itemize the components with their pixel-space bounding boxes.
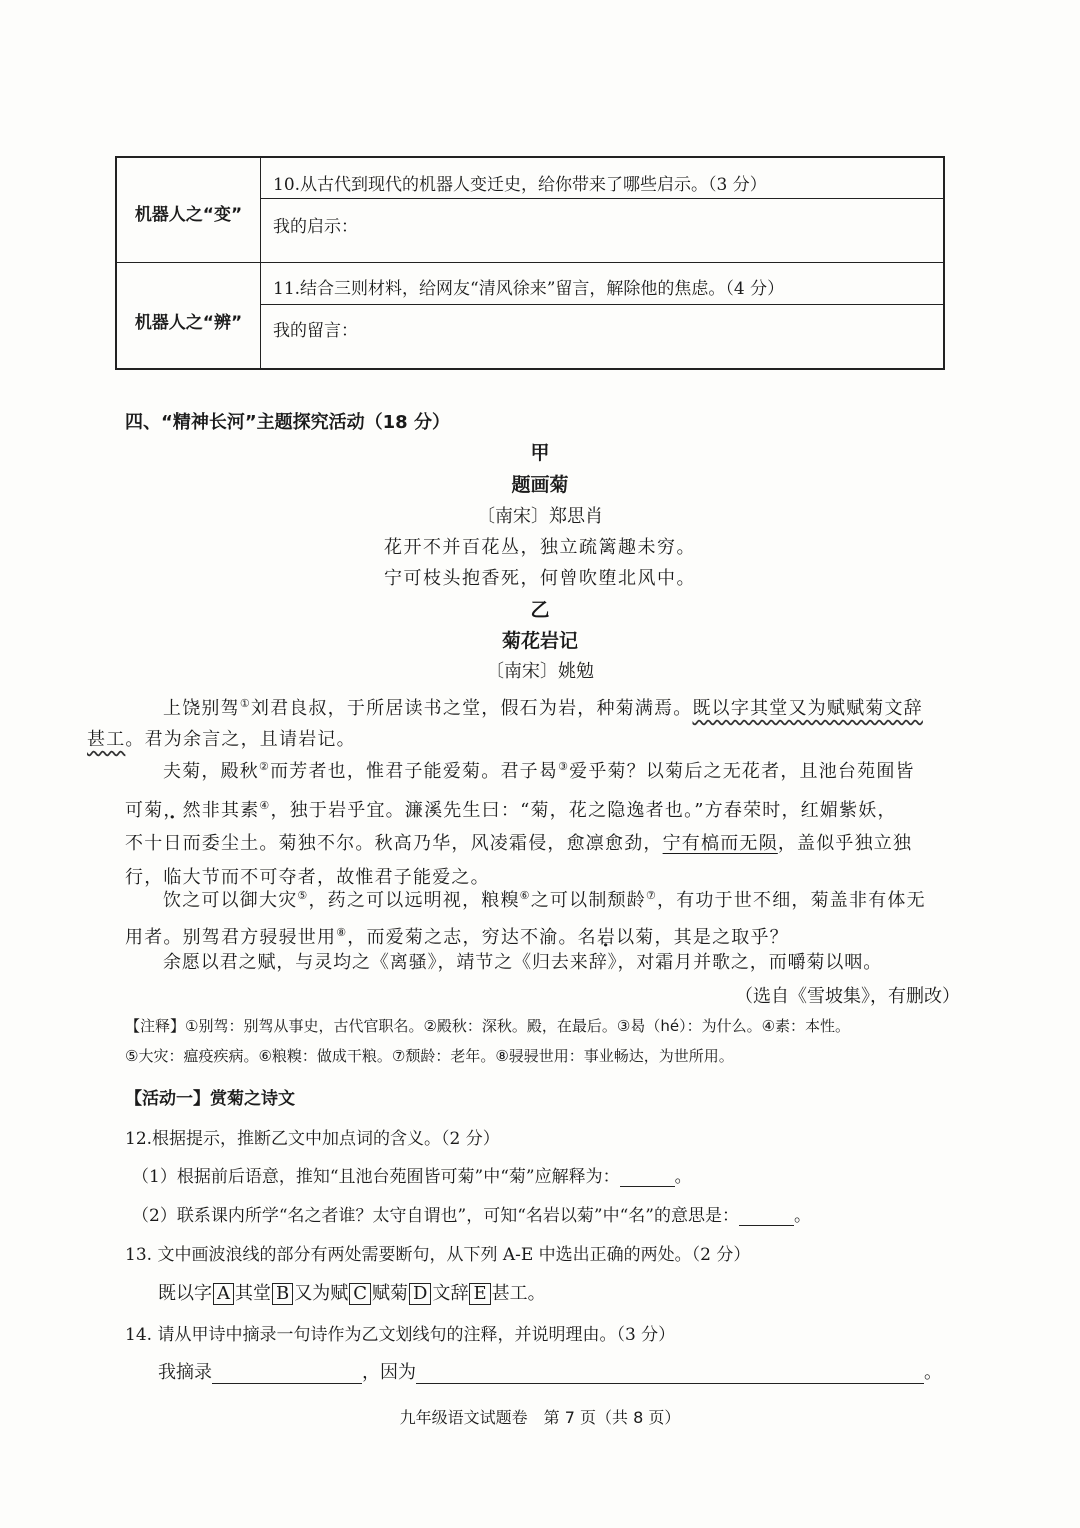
marker-b: 乙 xyxy=(530,599,550,621)
text-b-paragraph-1: 上饶别驾①刘君良叔，于所居读书之堂，假石为岩，种菊满焉。既以字其堂又为赋赋菊文辞 甚工。君为余言之，且请岩记。 xyxy=(87,697,923,750)
option-box-d[interactable]: D xyxy=(409,1283,431,1305)
table-divider-vertical xyxy=(260,158,261,368)
wavy-underline-sentence: 既以字其堂又为赋赋菊文辞 xyxy=(692,698,923,719)
question-table xyxy=(115,156,945,370)
text-b-source: （选自《雪坡集》，有删改） xyxy=(735,986,960,1007)
answer-label-10: 我的启示： xyxy=(273,217,358,237)
question-12-sub-1: （1）根据前后语意，推知“且池台苑囿皆可菊”中“菊”应解释为： 。 xyxy=(132,1167,692,1187)
option-box-c[interactable]: C xyxy=(349,1283,371,1305)
option-box-a[interactable]: A xyxy=(213,1283,234,1305)
underlined-sentence: 宁有槁而无陨 xyxy=(662,833,778,854)
row-label-distinguish: 机器人之“辨” xyxy=(134,313,243,333)
question-12-stem: 12.根据提示，推断乙文中加点词的含义。（2 分） xyxy=(125,1129,500,1149)
answer-label-11: 我的留言： xyxy=(273,321,358,341)
option-box-e[interactable]: E xyxy=(469,1283,490,1305)
question-14-stem: 14. 请从甲诗中摘录一句诗作为乙文划线句的注释，并说明理由。（3 分） xyxy=(125,1325,676,1345)
option-box-b[interactable]: B xyxy=(272,1283,293,1305)
answer-blank[interactable] xyxy=(620,1168,675,1187)
marker-a: 甲 xyxy=(530,442,550,464)
dotted-word-ju: 菊 xyxy=(144,799,164,821)
table-divider xyxy=(260,198,943,199)
question-13-stem: 13. 文中画波浪线的部分有两处需要断句，从下列 A-E 中选出正确的两处。（2 分） xyxy=(125,1245,751,1265)
question-13-options: 既以字 A 其堂 B 又为赋 C 赋菊 D 文辞 E 甚工。 xyxy=(158,1283,546,1304)
reason-blank[interactable] xyxy=(416,1365,924,1384)
table-divider xyxy=(260,304,943,305)
answer-blank[interactable] xyxy=(739,1207,794,1226)
poem-a-title: 题画菊 xyxy=(511,474,569,496)
question-10: 10.从古代到现代的机器人变迁史，给你带来了哪些启示。（3 分） xyxy=(273,175,767,195)
table-divider xyxy=(117,262,943,263)
section-heading: 四、“精神长河”主题探究活动（18 分） xyxy=(125,412,450,433)
question-11: 11.结合三则材料，给网友“清风徐来”留言，解除他的焦虑。（4 分） xyxy=(273,279,785,299)
poem-a-line-2: 宁可枝头抱香死，何曾吹堕北风中。 xyxy=(384,568,696,589)
text-b-author: 〔南宋〕姚勉 xyxy=(486,661,594,682)
question-14-answer-line: 我摘录 ，因为 。 xyxy=(158,1362,942,1383)
question-12-sub-2: （2）联系课内所学“名之者谁？太守自谓也”，可知“名岩以菊”中“名”的意思是： 。 xyxy=(132,1206,811,1226)
activity-one-heading: 【活动一】赏菊之诗文 xyxy=(125,1089,295,1109)
text-b-title: 菊花岩记 xyxy=(501,630,578,652)
annotation-line-2: ⑤大灾：瘟疫疾病。⑥粮糗：做成干粮。⑦颓龄：老年。⑧骎骎世用：事业畅达，为世所用。 xyxy=(125,1047,734,1065)
text-b-paragraph-4: 余愿以君之赋，与灵均之《离骚》，靖节之《归去来辞》，对霜月并歌之，而嚼菊以咽。 xyxy=(163,952,883,973)
row-label-change: 机器人之“变” xyxy=(134,205,243,225)
text-b-paragraph-2: 夫菊，殿秋②而芳者也，惟君子能爱菊。君子曷③爱乎菊？以菊后之无花者，且池台苑囿皆 可菊，然非其素④，独于岩乎宜。濂溪先生曰：“菊，花之隐逸者也。”方春荣时，红媚紫妖， 不十日而委尘土。菊独不尔。秋高乃华，风凌霜侵，愈凛愈劲，宁有槁而无陨，盖似乎独立独 行，临大节而不可夺者，故惟君子能爱之。 xyxy=(125,760,915,888)
text-b-paragraph-3: 饮之可以御大灾⑤，药之可以远明视，粮糗⑥之可以制颓龄⑦，有功于世不细，菊盖非有体无 用者。别驾君方骎骎世用⑧，而爱菊之志，穷达不渝。名岩以菊，其是之取乎？ xyxy=(125,889,926,948)
annotation-line-1: 【注释】①别驾：别驾从事史，古代官职名。②殿秋：深秋。殿，在最后。③曷（hé）：为什么。④素：本性。 xyxy=(125,1017,851,1035)
dotted-word-ming: 名 xyxy=(577,927,597,948)
page-footer: 九年级语文试题卷 第 7 页（共 8 页） xyxy=(399,1408,681,1427)
poem-a-author: 〔南宋〕郑思肖 xyxy=(477,506,603,527)
poem-a-line-1: 花开不并百花丛，独立疏篱趣未穷。 xyxy=(384,537,696,558)
wavy-underline-sentence-end: 甚工 xyxy=(87,729,126,750)
excerpt-blank[interactable] xyxy=(212,1365,362,1384)
